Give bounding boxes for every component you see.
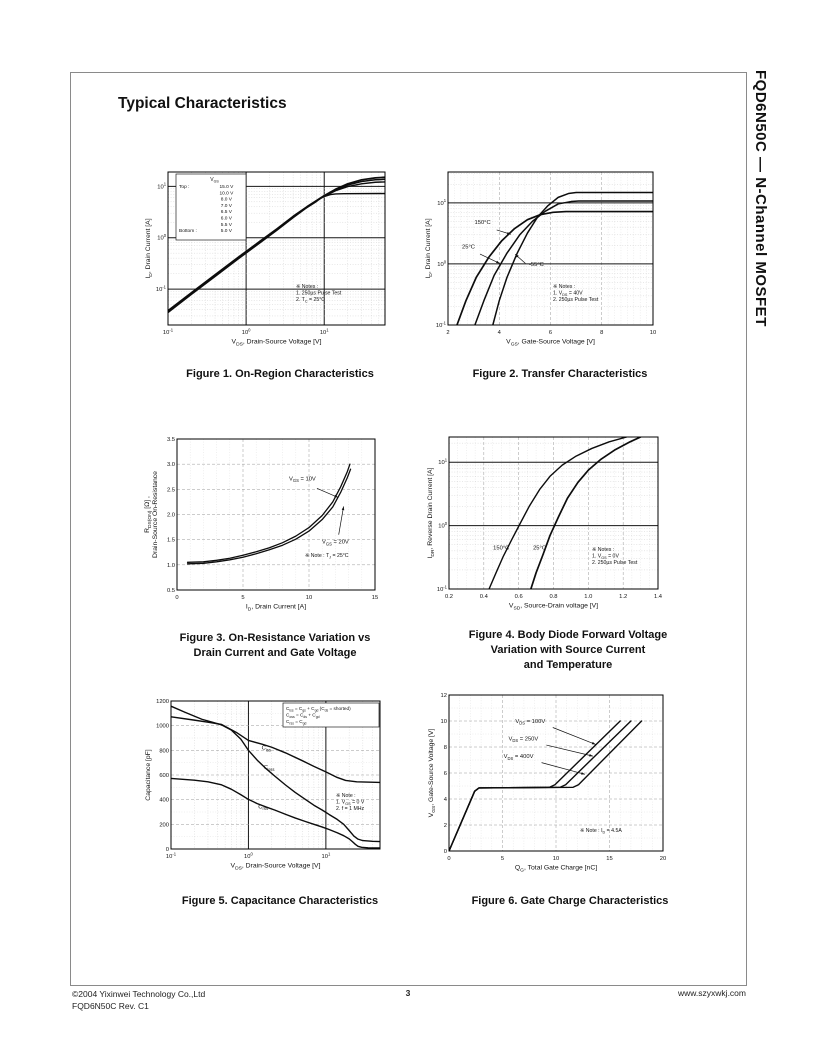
svg-text:VDS = 100V: $V_{DS} = 100V$ bbox=[515, 718, 546, 726]
svg-text:10-1: $10^{-1}$ bbox=[165, 851, 177, 860]
figure1-on-region-chart bbox=[140, 160, 420, 365]
svg-text:2: 2 bbox=[443, 823, 447, 829]
svg-text:25°C: 25°C bbox=[462, 244, 475, 251]
svg-text:10.0 V: 10.0 V bbox=[219, 191, 234, 197]
caption-line: Figure 5. Capacitance Characteristics bbox=[181, 895, 379, 907]
svg-text:10-1: $10^{-1}$ bbox=[436, 584, 447, 593]
figure3-on-resistance-chart bbox=[130, 424, 420, 613]
caption-line: Figure 6. Gate Charge Characteristics bbox=[471, 895, 669, 907]
svg-text:100: $10^0$ bbox=[241, 327, 251, 336]
svg-text:100: $10^0$ bbox=[157, 233, 166, 242]
svg-text:Capacitance [pF]: Capacitance [pF] bbox=[145, 749, 152, 801]
svg-text:0: 0 bbox=[447, 856, 451, 862]
svg-text:100: $10^0$ bbox=[437, 259, 446, 268]
svg-text:1.5: 1.5 bbox=[166, 537, 175, 544]
svg-text:8: 8 bbox=[443, 745, 447, 751]
svg-text:5.0 V: 5.0 V bbox=[220, 229, 233, 235]
svg-text:0: 0 bbox=[165, 847, 169, 853]
svg-text:VDS, Drain-Source Voltage [V]: $V_{DS}$, Drain-Source Voltage [V] bbox=[230, 862, 321, 872]
svg-text:VDS, Drain-Source Voltage [V]: $V_{DS}$, Drain-Source Voltage [V] bbox=[231, 338, 322, 348]
svg-text:6: 6 bbox=[443, 771, 447, 777]
svg-text:0: 0 bbox=[175, 595, 179, 601]
svg-text:0.5: 0.5 bbox=[166, 588, 175, 594]
figure2-transfer-chart bbox=[420, 160, 700, 365]
figure2-caption bbox=[420, 367, 700, 382]
footer-website: www.szyxwkj.com bbox=[677, 988, 746, 998]
figure6-gate-charge-chart bbox=[425, 682, 715, 884]
svg-text:10: 10 bbox=[552, 856, 560, 862]
svg-text:0.2: 0.2 bbox=[444, 594, 454, 600]
svg-text:5.5 V: 5.5 V bbox=[220, 222, 233, 228]
svg-text:0.8: 0.8 bbox=[549, 594, 558, 600]
svg-text:150°C: 150°C bbox=[493, 545, 510, 552]
svg-text:Drain-Source On-Resistance: Drain-Source On-Resistance bbox=[152, 471, 159, 558]
figure5-caption bbox=[135, 894, 425, 909]
svg-text:600: 600 bbox=[159, 773, 169, 779]
svg-text:10-1: $10^{-1}$ bbox=[155, 284, 166, 294]
svg-text:10-1: $10^{-1}$ bbox=[162, 327, 174, 336]
svg-text:1.2: 1.2 bbox=[619, 594, 628, 600]
svg-text:1.0: 1.0 bbox=[584, 594, 593, 600]
svg-text:200: 200 bbox=[159, 822, 169, 829]
svg-text:150°C: 150°C bbox=[474, 220, 491, 227]
footer-copyright: ©2004 Yixinwei Technology Co.,Ltd bbox=[72, 989, 206, 999]
svg-text:0.4: 0.4 bbox=[479, 594, 488, 600]
svg-text:2.5: 2.5 bbox=[166, 487, 175, 494]
svg-text:5: 5 bbox=[500, 856, 505, 862]
svg-text:※ Note :: ※ Note : bbox=[336, 793, 356, 799]
svg-text:20: 20 bbox=[659, 856, 667, 862]
svg-text:101: $10^1$ bbox=[438, 457, 447, 467]
svg-text:1. 250µs Pulse Test: 1. 250µs Pulse Test bbox=[296, 290, 342, 297]
svg-text:101: $10^1$ bbox=[319, 327, 329, 336]
svg-text:VDS = 400V: $V_{DS} = 400V$ bbox=[503, 754, 534, 761]
svg-text:Ciss: $C_{iss}$ bbox=[261, 745, 271, 753]
svg-text:10: 10 bbox=[305, 595, 313, 601]
svg-text:VGS, Gate-Source Voltage [V]: $V_{GS}$, Gate-Source Voltage [V] bbox=[506, 338, 595, 348]
svg-text:Coss = Cds + Cgd: $C_{oss} = C_{ds} + C_{gd}$ bbox=[286, 712, 320, 720]
figure3-caption bbox=[130, 631, 420, 661]
svg-text:※ Note : TJ = 25°C: ※ Note : $T_J = 25^\circ C$ bbox=[305, 553, 349, 560]
svg-text:Bottom :: Bottom : bbox=[179, 229, 197, 235]
svg-text:※ Notes :: ※ Notes : bbox=[553, 284, 576, 290]
svg-text:VGS, Gate-Source Voltage [V]: $V_{GS}$, Gate-Source Voltage [V] bbox=[428, 728, 438, 818]
svg-text:6.5 V: 6.5 V bbox=[220, 210, 233, 216]
svg-text:1. VDS = 40V: 1. $V_{DS} = 40V$ bbox=[553, 290, 583, 297]
svg-text:25°C: 25°C bbox=[533, 545, 547, 552]
svg-text:ID, Drain Current [A]: $I_D$, Drain Current [A] bbox=[245, 603, 307, 613]
svg-text:QG, Total Gate Charge [nC]: $Q_G$, Total Gate Charge [nC] bbox=[514, 864, 598, 874]
figure4-body-diode-chart bbox=[421, 420, 715, 612]
caption-line: Drain Current and Gate Voltage bbox=[193, 647, 357, 659]
svg-text:ID, Drain Current [A]: $I_D$, Drain Current [A] bbox=[145, 218, 155, 279]
svg-text:※ Notes :: ※ Notes : bbox=[296, 284, 319, 290]
svg-text:Ciss = Cgs + Cgd (Cds = shorte: $C_{iss} = C_{gs} + C_{gd}$ ($C_{ds}$ = shorted) bbox=[286, 706, 351, 713]
svg-text:※ Notes :: ※ Notes : bbox=[592, 547, 615, 553]
svg-text:VGS: $V_{GS}$ bbox=[210, 177, 219, 184]
side-title: FQD6N50C — N-Channel MOSFET bbox=[752, 70, 769, 327]
svg-text:8.0 V: 8.0 V bbox=[220, 197, 233, 203]
page-title: Typical Characteristics bbox=[118, 95, 287, 112]
svg-text:6: 6 bbox=[548, 330, 553, 336]
svg-text:6.0 V: 6.0 V bbox=[220, 216, 233, 222]
svg-text:2. 250µs Pulse Test: 2. 250µs Pulse Test bbox=[592, 559, 638, 566]
svg-text:4: 4 bbox=[443, 797, 447, 803]
svg-text:Coss: $C_{oss}$ bbox=[263, 765, 275, 772]
svg-text:1000: 1000 bbox=[156, 723, 169, 730]
svg-text:VDS = 250V: $V_{DS} = 250V$ bbox=[508, 736, 539, 744]
svg-text:2. TC = 25°C: 2. $T_C = 25^\circ C$ bbox=[296, 296, 326, 304]
figure1-caption bbox=[140, 367, 420, 382]
svg-text:10: 10 bbox=[440, 719, 447, 725]
figure4-caption bbox=[421, 628, 715, 673]
svg-text:100: $10^0$ bbox=[438, 521, 447, 530]
svg-text:Top :: Top : bbox=[179, 185, 190, 190]
svg-text:2. f = 1 MHz: 2. f = 1 MHz bbox=[336, 805, 365, 812]
svg-text:101: $10^1$ bbox=[157, 181, 166, 191]
svg-text:101: $10^1$ bbox=[437, 198, 446, 207]
svg-text:15.0 V: 15.0 V bbox=[219, 185, 234, 190]
svg-text:400: 400 bbox=[159, 797, 169, 804]
figure5-capacitance-chart bbox=[135, 690, 425, 886]
svg-text:800: 800 bbox=[159, 748, 169, 755]
figure6-caption bbox=[425, 894, 715, 909]
svg-text:1.0: 1.0 bbox=[166, 562, 175, 569]
caption-line: Figure 3. On-Resistance Variation vs bbox=[179, 632, 371, 644]
footer-page-number: 3 bbox=[405, 988, 411, 998]
svg-text:2. 250µs Pulse Test: 2. 250µs Pulse Test bbox=[553, 296, 599, 303]
svg-text:RDS(ON) [Ω] ,: $R_{DS(ON)}$ [Ω] , bbox=[144, 496, 154, 533]
svg-text:15: 15 bbox=[371, 595, 379, 601]
svg-text:0.6: 0.6 bbox=[514, 594, 523, 600]
svg-text:4: 4 bbox=[497, 330, 501, 336]
caption-line: Figure 1. On-Region Characteristics bbox=[186, 368, 374, 380]
svg-text:1200: 1200 bbox=[156, 699, 169, 705]
svg-text:2.0: 2.0 bbox=[166, 512, 175, 519]
svg-text:VGS = 10V: $V_{GS} = 10V$ bbox=[288, 476, 316, 484]
svg-text:8: 8 bbox=[600, 330, 604, 336]
svg-text:Crss = Cgd: $C_{rss} = C_{gd}$ bbox=[286, 719, 307, 726]
svg-text:3.0: 3.0 bbox=[166, 462, 175, 469]
svg-text:3.5: 3.5 bbox=[166, 437, 175, 443]
svg-text:VSD, Source-Drain voltage [V]: $V_{SD}$, Source-Drain voltage [V] bbox=[508, 602, 599, 612]
svg-text:10: 10 bbox=[649, 330, 657, 336]
svg-text:1. VGS = 0 V: 1. $V_{GS} = 0$ V bbox=[336, 799, 365, 806]
svg-text:10-1: $10^{-1}$ bbox=[435, 320, 446, 329]
caption-line: Figure 4. Body Diode Forward Voltage bbox=[468, 629, 668, 641]
svg-text:100: $10^0$ bbox=[244, 851, 253, 860]
svg-text:5: 5 bbox=[241, 595, 245, 601]
svg-text:0: 0 bbox=[443, 849, 447, 855]
footer-revision: FQD6N50C Rev. C1 bbox=[72, 1001, 149, 1011]
svg-text:ID, Drain Current [A]: $I_D$, Drain Current [A] bbox=[425, 218, 435, 279]
svg-text:1. VGS = 0V: 1. $V_{GS} = 0V$ bbox=[592, 553, 619, 560]
svg-text:VGS = 20V: $V_{GS} = 20V$ bbox=[321, 539, 349, 547]
caption-line: Figure 2. Transfer Characteristics bbox=[472, 368, 648, 380]
svg-text:1.4: 1.4 bbox=[653, 594, 663, 600]
caption-line: and Temperature bbox=[523, 659, 613, 671]
svg-text:15: 15 bbox=[606, 856, 613, 862]
svg-text:7.0 V: 7.0 V bbox=[220, 203, 233, 209]
svg-text:IDR, Reverse Drain Current [A]: $I_{DR}$, Reverse Drain Current [A] bbox=[427, 467, 437, 559]
svg-text:Crss: $C_{rss}$ bbox=[258, 804, 269, 812]
caption-line: Variation with Source Current bbox=[490, 644, 646, 656]
svg-text:2: 2 bbox=[446, 330, 450, 336]
svg-text:-55°C: -55°C bbox=[528, 262, 544, 269]
svg-text:12: 12 bbox=[440, 693, 447, 699]
svg-text:101: $10^1$ bbox=[321, 851, 331, 860]
svg-text:※ Note : ID = 4.5A: ※ Note : $I_D = 4.5A$ bbox=[580, 828, 622, 835]
